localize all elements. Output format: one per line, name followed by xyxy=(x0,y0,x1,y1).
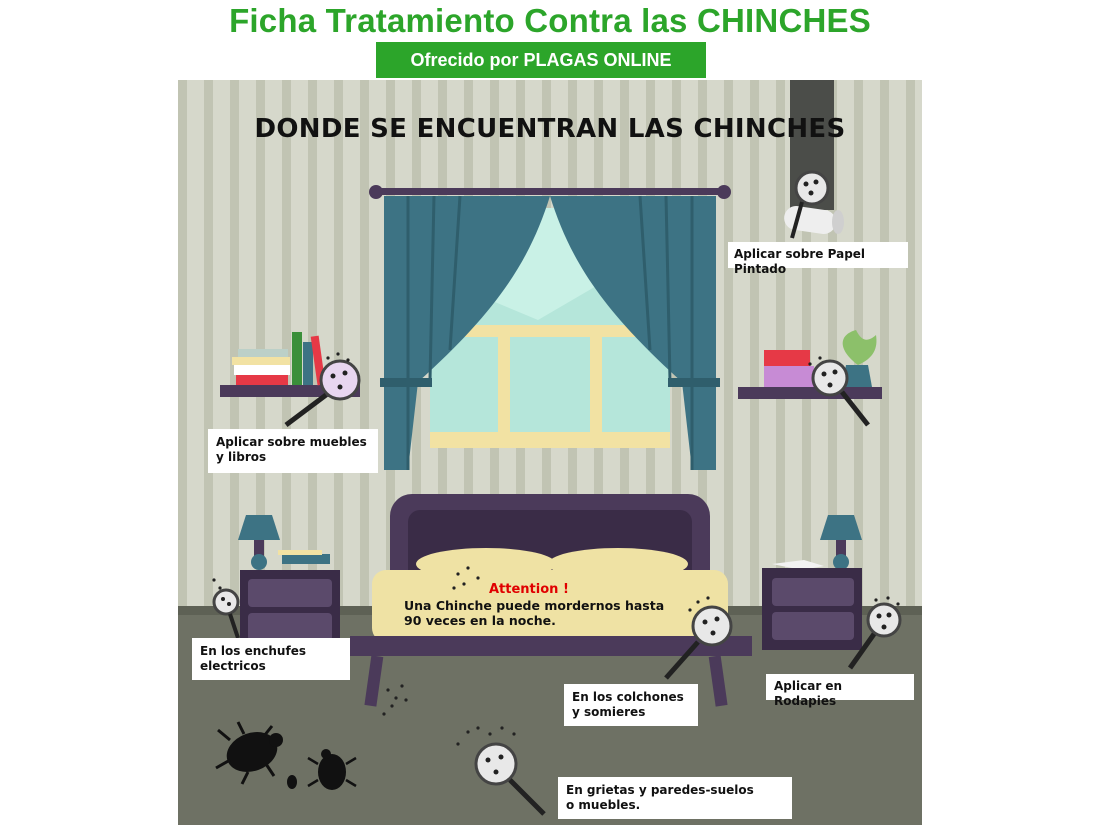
curtain-rod xyxy=(376,188,724,195)
page-title: Ficha Tratamiento Contra las CHINCHES xyxy=(229,2,871,39)
label-wallpaper: Aplicar sobre Papel Pintado xyxy=(728,242,908,268)
label-sockets: En los enchufes electricos xyxy=(192,638,350,680)
bedbug-icon xyxy=(287,775,297,789)
subtitle-banner: Ofrecido por PLAGAS ONLINE xyxy=(376,42,706,78)
label-cracks: En grietas y paredes-suelos o muebles. xyxy=(558,777,792,819)
bedroom-illustration xyxy=(178,80,922,825)
attention-title: Attention ! xyxy=(489,582,569,597)
label-skirting: Aplicar en Rodapies xyxy=(766,674,914,700)
label-furniture: Aplicar sobre muebles y libros xyxy=(208,429,378,473)
label-mattress: En los colchones y somieres xyxy=(564,684,698,726)
scene-heading: DONDE SE ENCUENTRAN LAS CHINCHES xyxy=(254,114,846,144)
attention-text: Una Chinche puede mordernos hasta 90 veces en la noche. xyxy=(404,598,665,628)
